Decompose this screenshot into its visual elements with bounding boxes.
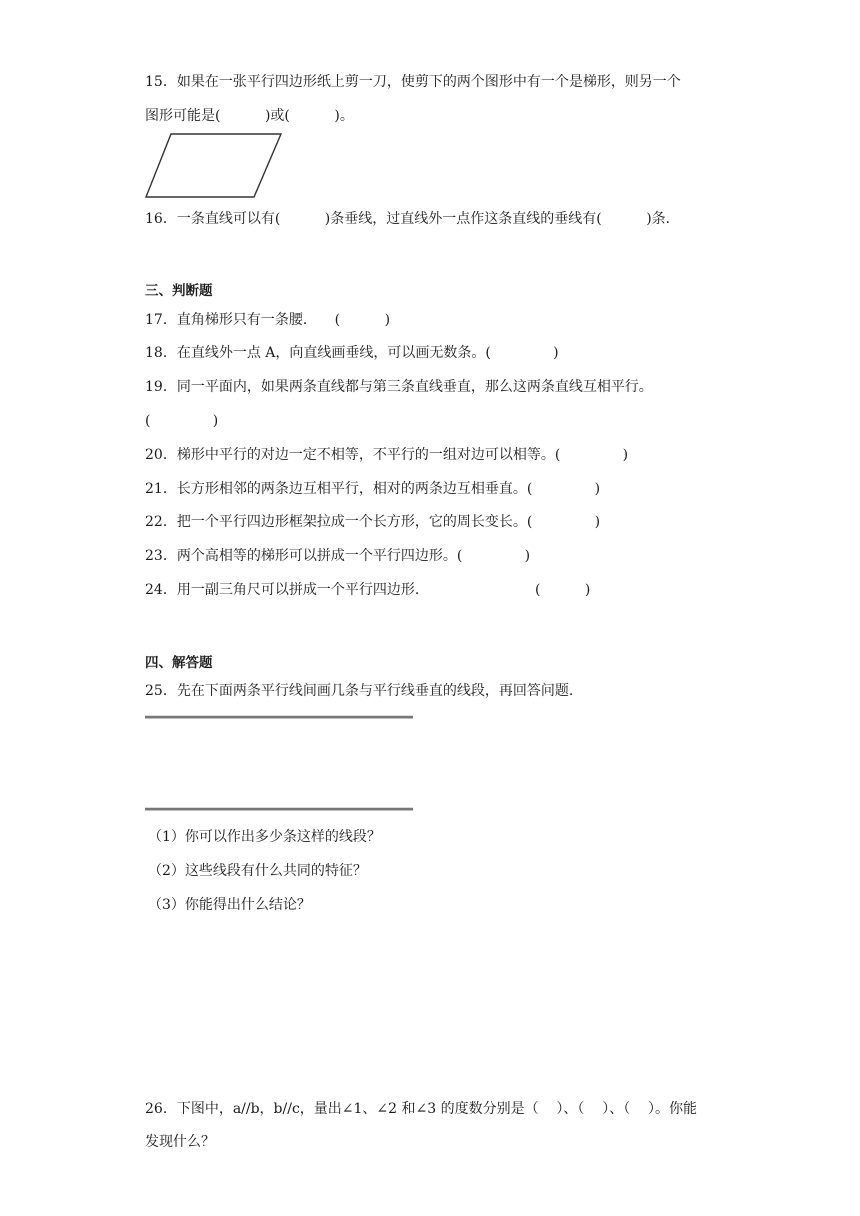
q25-sub-3: （3）你能得出什么结论？: [148, 897, 311, 913]
q25-sub-2: （2）这些线段有什么共同的特征？: [148, 863, 367, 879]
judge-q23: 23．两个高相等的梯形可以拼成一个平行四边形。( ): [145, 548, 531, 564]
judge-q24: 24．用一副三角尺可以拼成一个平行四边形. ( ): [145, 582, 591, 598]
judge-q17: 17．直角梯形只有一条腰． ( ): [145, 312, 391, 328]
q26-line2: 发现什么？: [145, 1134, 215, 1150]
judge-q19: 19．同一平面内，如果两条直线都与第三条直线垂直，那么这两条直线互相平行。: [145, 379, 653, 395]
q15-line2: 图形可能是( )或( )。: [145, 108, 354, 124]
section-3-heading: 三、判断题: [145, 283, 213, 299]
q16-text: 16．一条直线可以有( )条垂线，过直线外一点作这条直线的垂线有( )条．: [145, 211, 680, 227]
q26-line1: 26．下图中，a//b，b//c，量出∠1、∠2 和∠3 的度数分别是（ ）、（ ）、（ ）。你能: [145, 1101, 698, 1117]
section-4-heading: 四、解答题: [145, 655, 213, 671]
parallelogram-figure: [143, 130, 283, 200]
q15-line1: 15．如果在一张平行四边形纸上剪一刀，使剪下的两个图形中有一个是梯形，则另一个: [145, 74, 681, 90]
judge-q18: 18．在直线外一点 A，向直线画垂线，可以画无数条。( ): [145, 345, 559, 361]
judge-q22: 22．把一个平行四边形框架拉成一个长方形，它的周长变长。( ): [145, 514, 601, 530]
parallel-lines-figure: [142, 710, 417, 815]
q25-sub-1: （1）你可以作出多少条这样的线段？: [148, 829, 381, 845]
judge-q20: 20．梯形中平行的对边一定不相等，不平行的一组对边可以相等。( ): [145, 447, 629, 463]
q25-prompt: 25．先在下面两条平行线间画几条与平行线垂直的线段，再回答问题.: [145, 683, 574, 699]
judge-q19-blank: ( ): [145, 413, 219, 429]
judge-q21: 21．长方形相邻的两条边互相平行，相对的两条边互相垂直。( ): [145, 481, 601, 497]
